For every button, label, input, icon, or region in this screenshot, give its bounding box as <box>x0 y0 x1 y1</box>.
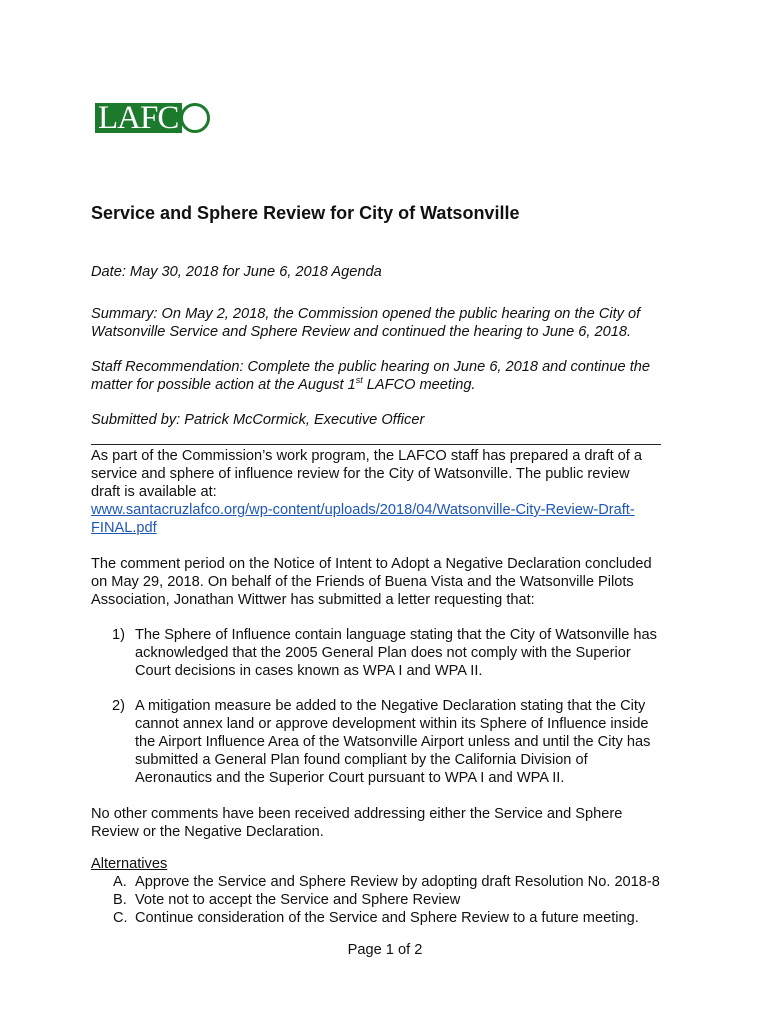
paragraph-line: Association, Jonathan Wittwer has submitted a letter requesting that: <box>91 592 535 608</box>
alternative-text: Vote not to accept the Service and Sphere Review <box>135 892 461 908</box>
recommendation-line: Staff Recommendation: Complete the public hearing on June 6, 2018 and continue the <box>91 359 650 375</box>
request-line: A mitigation measure be added to the Negative Declaration stating that the City <box>135 698 646 714</box>
review-draft-link[interactable]: www.santacruzlafco.org/wp-content/uploads/2018/04/Watsonville-City-Review-Draft- <box>91 502 635 518</box>
alternative-text: Approve the Service and Sphere Review by adopting draft Resolution No. 2018-8 <box>135 874 660 890</box>
recommendation-text: matter for possible action at the August 1 <box>91 377 356 393</box>
alternative-item <box>113 874 660 890</box>
date-line: Date: May 30, 2018 for June 6, 2018 Agenda <box>91 264 382 280</box>
separator-rule <box>91 444 661 445</box>
request-line: cannot annex land or approve development within its Sphere of Influence inside <box>135 716 649 732</box>
paragraph-line: on May 29, 2018. On behalf of the Friends of Buena Vista and the Watsonville Pilots <box>91 574 634 590</box>
request-line: Aeronautics and the Superior Court pursuant to WPA I and WPA II. <box>135 770 565 786</box>
alternative-letter: C. <box>113 910 128 926</box>
alternative-letter: A. <box>113 874 127 890</box>
alternative-item <box>113 892 460 908</box>
document-title: Service and Sphere Review for City of Watsonville <box>91 203 520 223</box>
request-body <box>135 626 657 680</box>
paragraph-line: Review or the Negative Declaration. <box>91 824 324 840</box>
request-line: submitted a General Plan found compliant by the California Division of <box>135 752 588 768</box>
paragraph-line: The comment period on the Notice of Intent to Adopt a Negative Declaration concluded <box>91 556 652 572</box>
intro-paragraph <box>91 447 642 537</box>
paragraph-line: draft is available at: <box>91 484 217 500</box>
request-line: The Sphere of Influence contain language stating that the City of Watsonville has <box>135 627 657 643</box>
request-line: Court decisions in cases known as WPA I and WPA II. <box>135 663 483 679</box>
alternative-text: Continue consideration of the Service and Sphere Review to a future meeting. <box>135 910 639 926</box>
summary-line: Summary: On May 2, 2018, the Commission opened the public hearing on the City of <box>91 306 641 322</box>
summary-line: Watsonville Service and Sphere Review and continued the hearing to June 6, 2018. <box>91 324 632 340</box>
request-body <box>135 697 650 787</box>
request-line: the Airport Influence Area of the Watsonville Airport unless and until the City has <box>135 734 651 750</box>
staff-recommendation <box>91 358 650 394</box>
review-draft-link[interactable]: FINAL.pdf <box>91 520 157 536</box>
request-number: 2) <box>112 698 125 714</box>
recommendation-text: LAFCO meeting. <box>362 377 476 393</box>
no-other-comments-paragraph <box>91 805 622 841</box>
submitted-by: Submitted by: Patrick McCormick, Executive Officer <box>91 412 425 428</box>
paragraph-line: service and sphere of influence review for the City of Watsonville. The public review <box>91 466 630 482</box>
paragraph-line: As part of the Commission’s work program, the LAFCO staff has prepared a draft of a <box>91 448 643 464</box>
summary <box>91 305 640 341</box>
ordinal-suffix: st <box>355 375 363 386</box>
request-number: 1) <box>112 627 125 643</box>
alternative-letter: B. <box>113 892 127 908</box>
logo-text: LAFC <box>98 100 179 136</box>
alternatives-heading: Alternatives <box>91 856 168 872</box>
page-number: Page 1 of 2 <box>347 942 423 958</box>
paragraph-line: No other comments have been received addressing either the Service and Sphere <box>91 806 623 822</box>
recommendation-line <box>91 376 650 394</box>
comment-period-paragraph <box>91 555 652 609</box>
logo-band <box>95 100 182 136</box>
alternative-item <box>113 910 639 926</box>
request-line: acknowledged that the 2005 General Plan does not comply with the Superior <box>135 645 631 661</box>
logo-o-circle <box>180 103 210 133</box>
lafco-logo <box>95 100 210 136</box>
